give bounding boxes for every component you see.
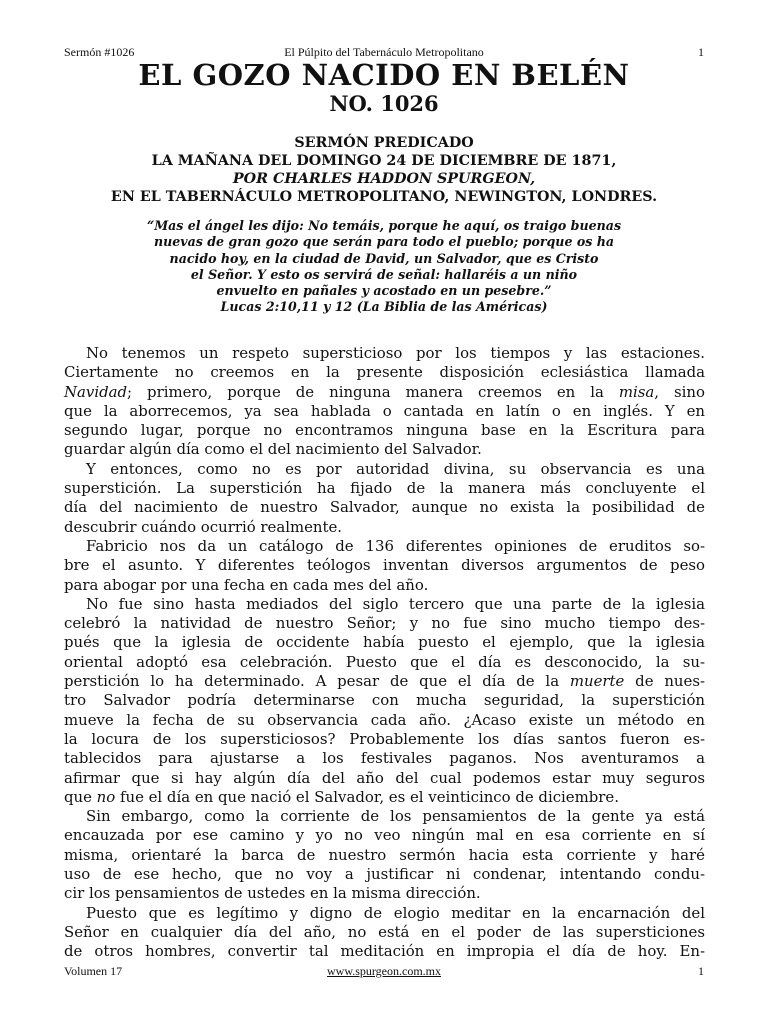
body-line bbox=[64, 672, 705, 691]
body-line: afirmar que si hay algún día del año del cual podemos estar muy seguros bbox=[64, 768, 705, 787]
body-line: Puesto que es legítimo y digno de elogio meditar en la encarnación del bbox=[86, 903, 705, 922]
body-line: de otros hombres, convertir tal meditación en impropia el día de hoy. En- bbox=[64, 942, 705, 961]
body-line bbox=[64, 788, 705, 807]
volume-footer: Volumen 17 bbox=[64, 964, 123, 978]
body-line: segundo lugar, porque no encontramos ninguna base en la Escritura para bbox=[64, 421, 705, 440]
body-line: guardar algún día como el del nacimiento del Salvador. bbox=[64, 440, 482, 459]
body-line: Sin embargo, como la corriente de los pensamientos de la gente ya está bbox=[86, 807, 705, 826]
body-line: pués que la iglesia de occidente había puesto el ejemplo, que la iglesia bbox=[64, 633, 705, 652]
sermon-number: NO. 1026 bbox=[329, 91, 439, 116]
body-line: tablecidos para ajustarse a los festivales paganos. Nos aventuramos a bbox=[64, 749, 705, 768]
location-line: EN EL TABERNÁCULO METROPOLITANO, NEWINGTON, LONDRES. bbox=[110, 189, 658, 205]
body-line: Fabricio nos da un catálogo de 136 diferentes opiniones de eruditos so- bbox=[86, 536, 705, 555]
emphasis-text: muerte bbox=[569, 672, 625, 691]
scripture-line: el Señor. Y esto os servirá de señal: hallaréis a un niño bbox=[190, 266, 578, 282]
scripture-reference: Lucas 2:10,11 y 12 (La Biblia de las Américas) bbox=[220, 299, 548, 315]
website-link[interactable]: www.spurgeon.com.mx bbox=[327, 964, 441, 978]
scripture-line: “Mas el ángel les dijo: No temáis, porque he aquí, os traigo buenas bbox=[146, 218, 622, 233]
running-footer bbox=[64, 963, 704, 979]
body-text: de nues- bbox=[624, 672, 705, 691]
sermon-info-line: SERMÓN PREDICADO bbox=[294, 135, 474, 151]
author-line: POR CHARLES HADDON SPURGEON, bbox=[232, 171, 536, 187]
sermon-number-header: Sermón #1026 bbox=[64, 45, 135, 59]
emphasis-text: Navidad bbox=[64, 382, 128, 401]
body-line: cir los pensamientos de ustedes en la misma dirección. bbox=[64, 884, 481, 903]
body-line: superstición. La superstición ha fijado de la manera más concluyente el bbox=[64, 479, 705, 498]
body-line: para abogar por una fecha en cada mes del año. bbox=[64, 575, 429, 594]
body-line bbox=[64, 383, 705, 402]
body-line: encauzada por ese camino y yo no veo ningún mal en esa corriente en sí bbox=[64, 826, 705, 845]
body-line: Y entonces, como no es por autoridad divina, su observancia es una bbox=[86, 459, 705, 478]
body-text: perstición lo ha determinado. A pesar de que el día de la bbox=[64, 672, 570, 691]
page-number-header: 1 bbox=[698, 45, 704, 59]
body-line: celebró la natividad de nuestro Señor; y no fue sino mucho tiempo des- bbox=[64, 614, 705, 633]
body-text: fue el día en que nació el Salvador, es el veinticinco de diciembre. bbox=[115, 787, 619, 806]
sermon-date-line: LA MAÑANA DEL DOMINGO 24 DE DICIEMBRE DE 1871, bbox=[151, 153, 617, 169]
body-line: tro Salvador podría determinarse con mucha seguridad, la superstición bbox=[64, 691, 705, 710]
body-line: No tenemos un respeto supersticioso por los tiempos y las estaciones. bbox=[86, 344, 705, 362]
scripture-line: nacido hoy, en la ciudad de David, un Salvador, que es Cristo bbox=[169, 250, 599, 266]
sermon-title: EL GOZO NACIDO EN BELÉN bbox=[138, 58, 630, 92]
body-line: Señor en cualquier día del año, no está en el poder de las supersticiones bbox=[64, 922, 705, 941]
body-line: que la aborrecemos, ya sea hablada o cantada en latín o en inglés. Y en bbox=[64, 401, 705, 420]
sermon-info bbox=[64, 134, 704, 206]
body-text: que bbox=[64, 787, 97, 806]
body-text: , sino bbox=[654, 382, 705, 401]
body-line: Ciertamente no creemos en la presente disposición eclesiástica llamada bbox=[64, 363, 705, 382]
body-line: oriental adoptó esa celebración. Puesto que el día es desconocido, la su- bbox=[64, 652, 705, 671]
publication-title-header: El Púlpito del Tabernáculo Metropolitano bbox=[284, 45, 484, 59]
scripture-line: envuelto en pañales y acostado en un pesebre.” bbox=[216, 283, 552, 299]
body-line: descubrir cuándo ocurrió realmente. bbox=[64, 517, 343, 536]
page-number-footer: 1 bbox=[698, 964, 704, 978]
scripture-line: nuevas de gran gozo que serán para todo el pueblo; porque os ha bbox=[153, 234, 615, 250]
body-line: uso de ese hecho, que no voy a justificar ni condenar, intentando condu- bbox=[64, 865, 705, 884]
body-line: mueve la fecha de su observancia cada año. ¿Acaso existe un método en bbox=[64, 710, 705, 729]
sermon-body bbox=[64, 344, 705, 962]
body-text: ; primero, porque de ninguna manera creemos en la bbox=[127, 382, 619, 401]
body-line: No fue sino hasta mediados del siglo tercero que una parte de la iglesia bbox=[86, 594, 705, 613]
scripture-quote bbox=[100, 218, 668, 316]
emphasis-text: misa bbox=[618, 382, 655, 401]
body-line: bre el asunto. Y diferentes teólogos inventan diversos argumentos de peso bbox=[64, 556, 705, 575]
body-line: la locura de los supersticiosos? Probablemente los días santos fueron es- bbox=[64, 729, 705, 748]
body-line: día del nacimiento de nuestro Salvador, aunque no exista la posibilidad de bbox=[64, 498, 705, 517]
emphasis-text: no bbox=[96, 787, 116, 806]
body-line: misma, orientaré la barca de nuestro sermón hacia esta corriente y haré bbox=[64, 845, 705, 864]
